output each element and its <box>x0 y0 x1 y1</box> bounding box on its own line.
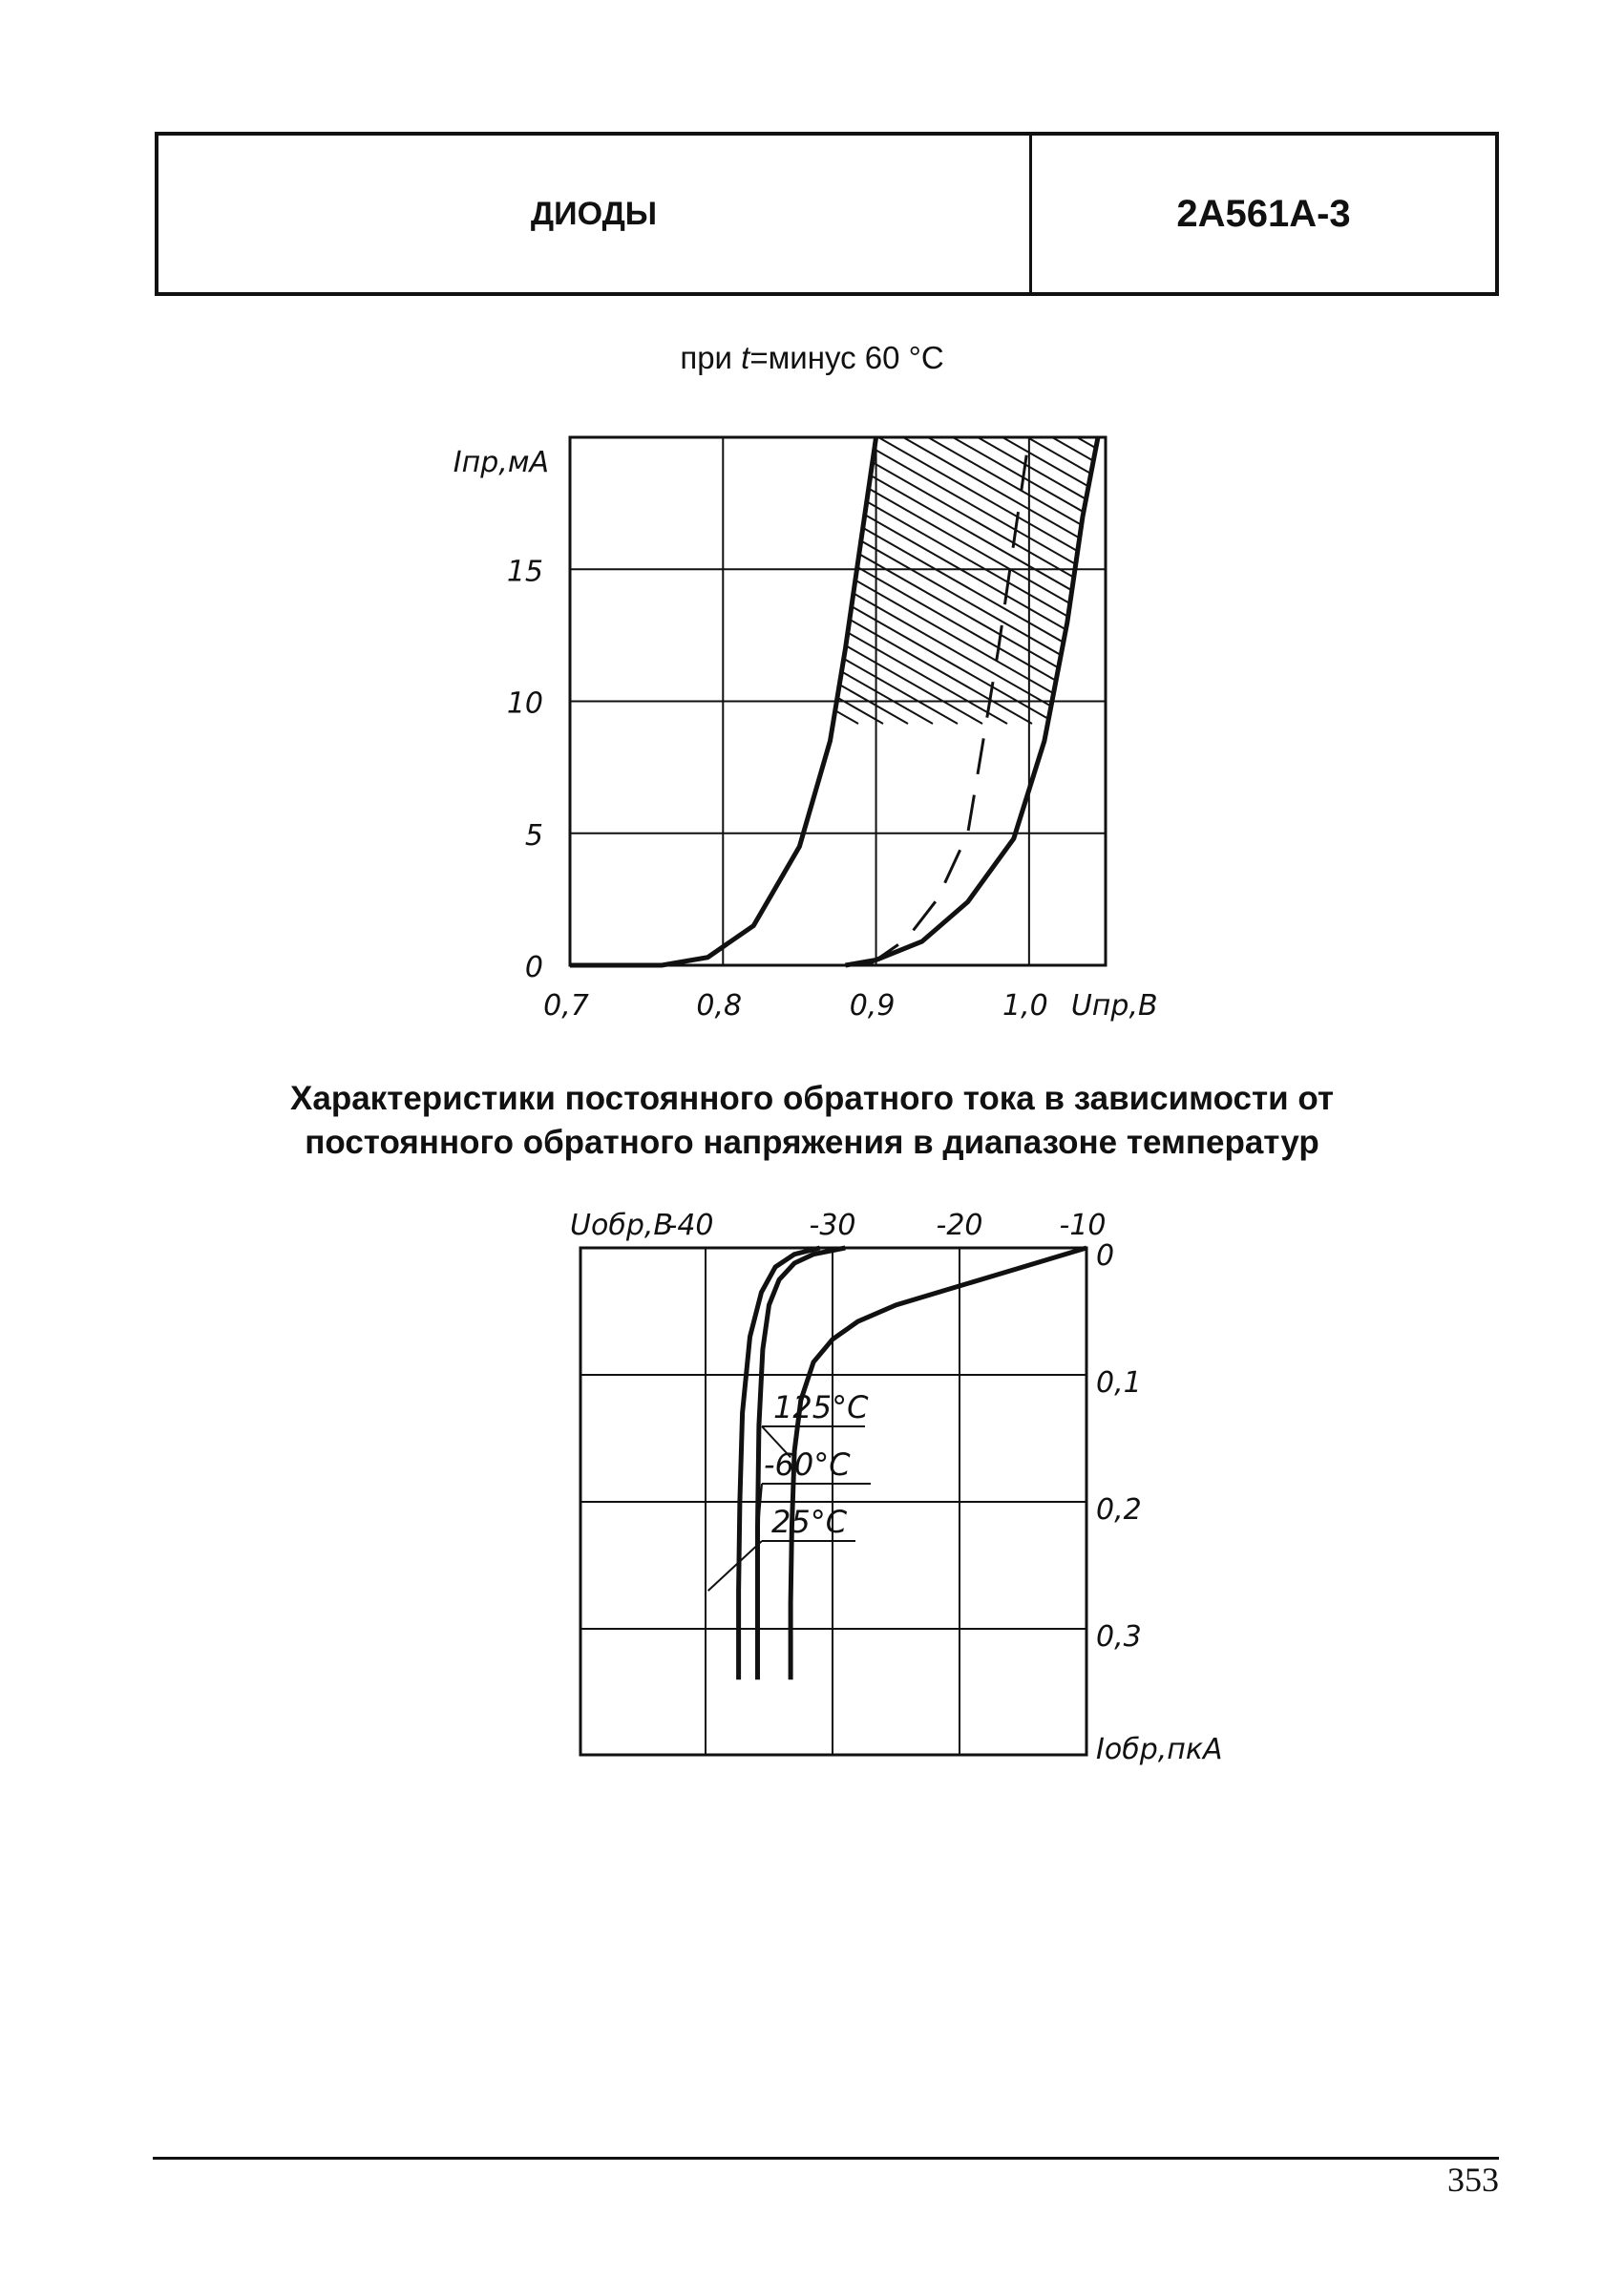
hatch-line <box>175 418 709 724</box>
x-tick-label: -30 <box>809 1209 856 1242</box>
hatch-line <box>1093 418 1624 724</box>
x-tick-label: 0,9 <box>849 989 896 1023</box>
hatch-line <box>1143 418 1624 724</box>
hatch-line <box>1168 418 1624 724</box>
hatch-line <box>348 418 883 724</box>
hatch-line <box>671 418 1206 724</box>
reverse-current-chart <box>570 1209 1223 1766</box>
x-tick-label: 1,0 <box>1002 989 1048 1023</box>
y-tick-label: 0,1 <box>1096 1366 1142 1400</box>
hatch-line <box>746 418 1280 724</box>
y-tick-label: 10 <box>506 686 543 721</box>
hatch-line <box>646 418 1181 724</box>
x-axis-label: Uпр,В <box>1070 989 1158 1023</box>
hatch-line <box>100 418 635 724</box>
page-number: 353 <box>1447 2161 1499 2199</box>
x-axis-label: Uобр,В <box>570 1209 673 1242</box>
x-tick-label: 0,7 <box>543 989 589 1023</box>
hatch-line <box>721 418 1255 724</box>
hatch-line <box>299 418 833 724</box>
hatch-region <box>0 418 1624 724</box>
label-leader <box>708 1541 762 1591</box>
series-label: 25°С <box>771 1504 848 1540</box>
hatch-line <box>1068 418 1603 724</box>
hatch-line <box>0 418 486 724</box>
y-tick-label: 15 <box>506 555 543 589</box>
series-label: 125°С <box>773 1389 869 1425</box>
hatch-line <box>1192 418 1624 724</box>
y-tick-label: 0 <box>1096 1239 1115 1273</box>
hatch-line <box>0 418 461 724</box>
x-tick-label: 0,8 <box>696 989 743 1023</box>
y-tick-label: 0,2 <box>1096 1493 1142 1527</box>
hatch-line <box>150 418 685 724</box>
hatch-line <box>1019 418 1553 724</box>
y-tick-label: 0 <box>524 951 543 984</box>
hatch-line <box>0 418 436 724</box>
footer-rule <box>153 2157 1499 2160</box>
hatch-line <box>696 418 1231 724</box>
hatch-line <box>1118 418 1624 724</box>
series-label: -60°С <box>764 1446 851 1483</box>
hatch-line <box>125 418 660 724</box>
hatch-line <box>324 418 858 724</box>
subtitle-suffix: =минус 60 °С <box>749 340 944 375</box>
y-tick-label: 5 <box>524 818 543 853</box>
section-title-line-2: постоянного обратного напряжения в диапазоне температур <box>305 1124 1319 1161</box>
section-title-line-1: Характеристики постоянного обратного тока в зависимости от <box>290 1080 1334 1117</box>
y-tick-label: 0,3 <box>1096 1620 1142 1654</box>
x-tick-label: -40 <box>666 1209 714 1242</box>
forward-iv-chart <box>0 418 1624 1023</box>
subtitle-prefix: при <box>680 340 742 375</box>
subtitle-variable: t <box>741 340 750 375</box>
y-axis-label: Iобр,пкА <box>1096 1733 1223 1766</box>
header-category: ДИОДЫ <box>158 136 1032 292</box>
header-part-number: 2А561А-3 <box>1176 192 1351 235</box>
x-tick-label: -20 <box>936 1209 983 1242</box>
x-tick-label: -10 <box>1059 1209 1107 1242</box>
hatch-line <box>0 418 511 724</box>
hatch-line <box>1217 418 1624 724</box>
hatch-line <box>1044 418 1578 724</box>
y-axis-label: Iпр,мА <box>453 446 549 479</box>
